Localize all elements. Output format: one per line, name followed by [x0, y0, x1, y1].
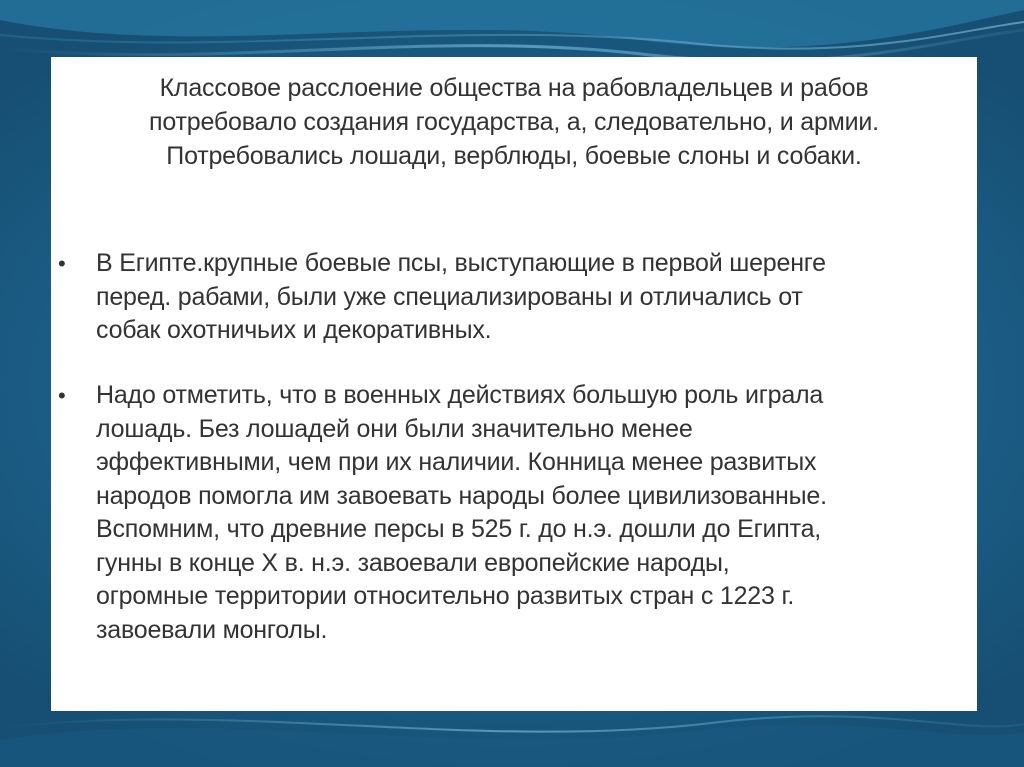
bullet-text	[96, 379, 966, 647]
bullet-line: гунны в конце X в. н.э. завоевали европейские народы,	[96, 548, 730, 577]
bullet-line: лошадь. Без лошадей они были значительно менее	[96, 414, 693, 443]
bullet-line: завоевали монголы.	[96, 615, 328, 644]
bullet-line: эффективными, чем при их наличии. Конница менее развитых	[96, 448, 817, 476]
intro-line: потребовало создания государства, а, следовательно, и армии.	[149, 108, 879, 136]
bullet-line: В Египте.крупные боевые псы, выступающие в первой шеренге	[96, 249, 826, 277]
intro-paragraph	[51, 71, 977, 173]
bullet-line: собак охотничьих и декоративных.	[96, 316, 492, 344]
bullet-line: перед. рабами, были уже специализированы и отличались от	[96, 282, 803, 311]
bullet-line: Надо отметить, что в военных действиях большую роль играла	[96, 381, 824, 409]
bullet-line: народов помогла им завоевать народы более цивилизованные.	[96, 481, 827, 510]
content-card	[51, 57, 977, 711]
bullet-text	[96, 247, 966, 348]
intro-line: Классовое расслоение общества на рабовладельцев и рабов	[159, 74, 869, 102]
bullet-line: огромные территории относительно развитых стран с 1223 г.	[96, 582, 795, 610]
bullet-line: Вспомним, что древние персы в 525 г. до н.э. дошли до Египта,	[96, 515, 822, 543]
bullet-icon: •	[58, 251, 66, 276]
intro-line: Потребовались лошади, верблюды, боевые слоны и собаки.	[166, 142, 862, 170]
bullet-icon: •	[58, 383, 66, 408]
